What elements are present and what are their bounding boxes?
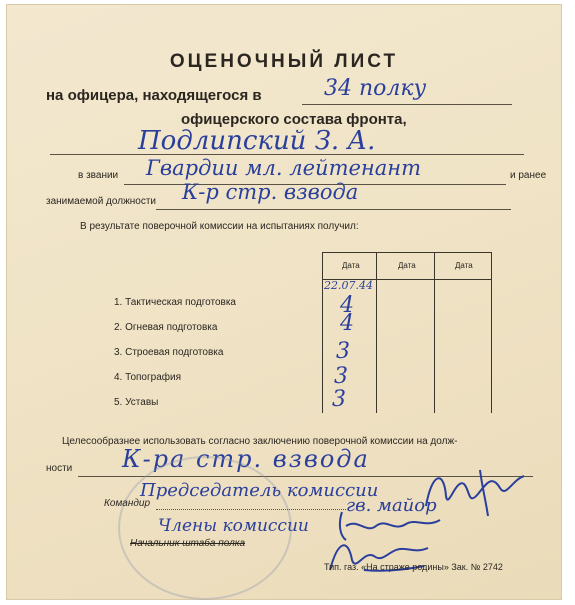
date-header-2: Дата <box>398 261 416 270</box>
position-handwritten: К-р стр. взвода <box>182 180 359 204</box>
rank-handwritten: Гвардии мл. лейтенант <box>146 156 422 180</box>
table-column-line <box>376 253 377 413</box>
staff-line: офицерского состава фронта, <box>181 111 407 128</box>
officer-prefix: на офицера, находящегося в <box>46 87 262 104</box>
grade-firing: 4 <box>340 311 354 336</box>
document-title: ОЦЕНОЧНЫЙ ЛИСТ <box>169 51 399 72</box>
rank-signature-handwritten: гв. майор <box>346 495 437 516</box>
table-column-line <box>491 253 492 413</box>
table-column-line <box>434 253 435 413</box>
grade-regulations: 3 <box>332 387 346 412</box>
commander-signature-line <box>156 509 346 510</box>
recommend-handwritten: К-ра стр. взвода <box>122 445 370 473</box>
chairman-handwritten: Председатель комиссии <box>140 480 379 501</box>
grade-drill: 3 <box>336 339 350 364</box>
exam-date-handwritten: 22.07.44 <box>324 279 373 292</box>
print-info: Тип. газ. «На страже родины» Зак. № 2742 <box>324 562 503 572</box>
rank-label: в звании <box>78 170 119 181</box>
result-intro: В результате поверочной комиссии на испытаниях получил: <box>80 221 359 232</box>
table-column-line <box>322 253 323 413</box>
position-label: занимаемой должности <box>46 196 157 207</box>
subject-tactical: 1. Тактическая подготовка <box>114 297 236 308</box>
commander-label: Командир <box>104 498 151 509</box>
grade-topography: 3 <box>334 364 348 389</box>
name-handwritten: Подлипский З. А. <box>138 126 376 156</box>
chief-label: Начальник штаба полка <box>130 538 246 549</box>
subject-firing: 2. Огневая подготовка <box>114 322 218 333</box>
recommend-line: Целесообразнее использовать согласно заключению поверочной комиссии на долж- <box>62 436 458 447</box>
date-header-1: Дата <box>342 261 360 270</box>
subject-topography: 4. Топография <box>114 372 181 383</box>
evaluation-sheet <box>6 4 562 600</box>
grades-table <box>322 252 492 413</box>
date-header-3: Дата <box>455 261 473 270</box>
recommend-prefix: ности <box>46 463 73 474</box>
subject-regulations: 5. Уставы <box>114 397 159 408</box>
unit-handwritten: 34 полку <box>324 76 427 101</box>
subject-drill: 3. Строевая подготовка <box>114 347 224 358</box>
position-underline <box>156 209 511 210</box>
unit-underline <box>302 104 512 105</box>
rank-suffix: и ранее <box>510 170 547 181</box>
members-handwritten: Члены комиссии <box>158 516 309 536</box>
grade-tactical: 4 <box>340 293 354 318</box>
